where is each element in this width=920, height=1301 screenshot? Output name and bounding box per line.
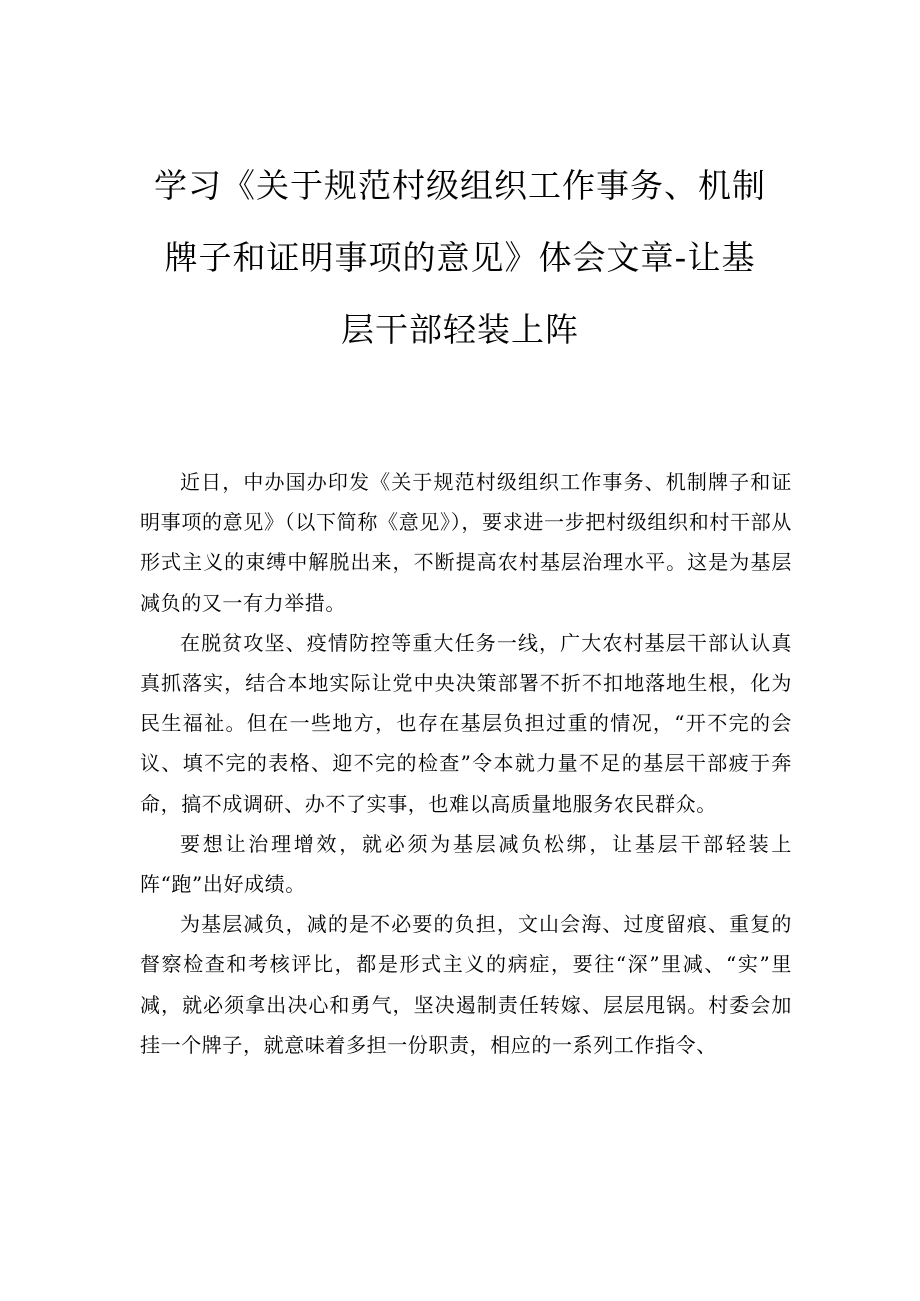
title-line-3: 层干部轻装上阵	[341, 310, 579, 349]
document-title	[140, 150, 780, 366]
paragraph-2: 在脱贫攻坚、疫情防控等重大任务一线，广大农村基层干部认认真真抓落实，结合本地实际让党中央决策部署不折不扣地落地生根，化为民生福祉。但在一些地方，也存在基层负担过重的情况，“开不完的会议、填不完的表格、迎不完的检查”令本就力量不足的基层干部疲于奔命，搞不成调研、办不了实事，也难以高质量地服务农民群众。	[140, 630, 792, 816]
paragraph-3: 要想让治理增效，就必须为基层减负松绑，让基层干部轻装上阵“跑”出好成绩。	[140, 831, 792, 897]
paragraph-1: 近日，中办国办印发《关于规范村级组织工作事务、机制牌子和证明事项的意见》（以下简称《意见》），要求进一步把村级组织和村干部从形式主义的束缚中解脱出来，不断提高农村基层治理水平。这是为基层减负的又一有力举措。	[140, 470, 792, 615]
title-line-2: 牌子和证明事项的意见》体会文章-让基	[164, 238, 756, 277]
paragraph-4: 为基层减负，减的是不必要的负担，文山会海、过度留痕、重复的督察检查和考核评比，都是形式主义的病症，要往“深”里减、“实”里减，就必须拿出决心和勇气，坚决遏制责任转嫁、层层甩锅。村委会加挂一个牌子，就意味着多担一份职责，相应的一系列工作指令、	[140, 912, 792, 1057]
title-line-1: 学习《关于规范村级组织工作事务、机制	[154, 166, 766, 205]
document-body	[140, 462, 792, 1065]
